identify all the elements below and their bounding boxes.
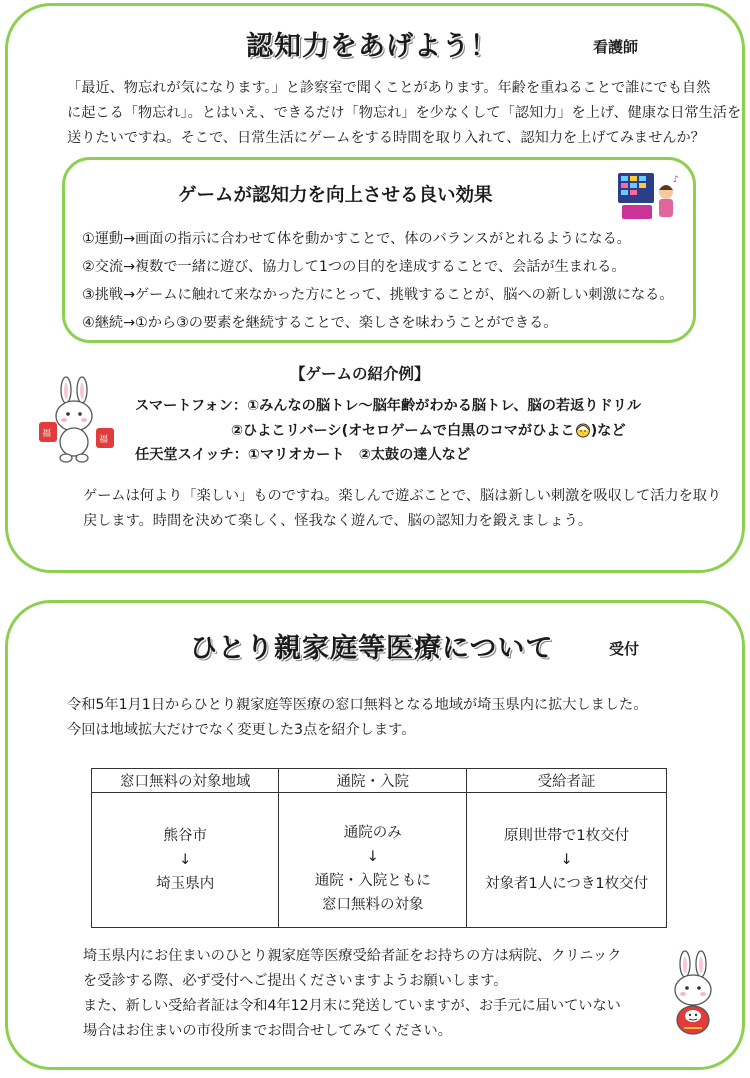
notice-line: 場合はお住まいの市役所までお問合せしてみてください。	[83, 1023, 452, 1039]
section1-author-role: 看護師	[593, 38, 639, 56]
notice-line: 埼玉県内にお住まいのひとり親家庭等医療受給者証をお持ちの方は病院、クリニック	[83, 948, 622, 964]
intro-line: に起こる「物忘れ」。とはいえ、できるだけ「物忘れ」を少なくして「認知力」を上げ、健康な日常生活を	[67, 105, 742, 121]
effect-item: ④継続→①から③の要素を継続することで、楽しさを味わうことができる。	[82, 315, 558, 331]
closing-line: ゲームは何より「楽しい」ものですね。楽しんで遊ぶことで、脳は新しい刺激を吸収して活力を取り	[83, 488, 722, 504]
down-arrow: ↓	[179, 852, 192, 868]
intro-line: 令和5年1月1日からひとり親家庭等医療の窓口無料となる地域が埼玉県内に拡大しました。	[67, 697, 648, 713]
game-example-switch: 任天堂スイッチ：①マリオカート ②太鼓の達人など	[135, 447, 471, 463]
down-arrow: ↓	[366, 849, 379, 865]
game-example-smartphone-1: スマートフォン：①みんなの脳トレ～脳年齢がわかる脳トレ、脳の若返りドリル	[135, 398, 642, 414]
table-cell-visit-type: 通院のみ ↓ 通院・入院ともに 窓口無料の対象	[279, 793, 467, 928]
table-header-region: 窓口無料の対象地域	[92, 769, 279, 793]
games-heading: 【ゲームの紹介例】	[290, 365, 430, 383]
intro-line: 「最近、物忘れが気になります。」と診察室で聞くことがあります。年齢を重ねることで誰にでも自然	[67, 80, 711, 96]
svg-text:福: 福	[42, 429, 52, 439]
svg-text:福: 福	[99, 435, 109, 445]
rabbit-with-daruma-icon	[662, 950, 724, 1036]
intro-line: 送りたいですね。そこで、日常生活にゲームをする時間を取り入れて、認知力を上げてみませんか？	[67, 130, 705, 146]
effect-item: ①運動→画面の指示に合わせて体を動かすことで、体のバランスがとれるようになる。	[82, 231, 631, 247]
section2-notice	[83, 944, 621, 1044]
effects-box-title: ゲームが認知力を向上させる良い効果	[178, 185, 493, 206]
closing-line: 戻します。時間を決めて楽しく、怪我なく遊んで、脳の認知力を鍛えましょう。	[83, 513, 593, 529]
section2-author-role: 受付	[609, 640, 640, 658]
svg-text:♪: ♪	[673, 175, 679, 185]
section2-intro	[67, 693, 647, 743]
section1-title: 認知力をあげよう！	[246, 31, 498, 62]
notice-line: を受診する際、必ず受付へご提出くださいますようお願いします。	[83, 973, 508, 989]
table-cell-certificate: 原則世帯で1枚交付 ↓ 対象者1人につき1枚交付	[467, 793, 667, 928]
chick-icon	[575, 422, 591, 438]
effect-item: ②交流→複数で一緒に遊び、協力して1つの目的を達成することで、会話が生まれる。	[82, 259, 626, 275]
down-arrow: ↓	[560, 852, 573, 868]
section1-closing	[83, 484, 721, 534]
section1-intro	[67, 76, 741, 151]
table-header-certificate: 受給者証	[467, 769, 667, 793]
rabbit-with-bags-icon	[36, 376, 118, 464]
table-header-visit-type: 通院・入院	[279, 769, 467, 793]
effect-item: ③挑戦→ゲームに触れて来なかった方にとって、挑戦することが、脳への新しい刺激になる。	[82, 287, 674, 303]
changes-table	[91, 768, 667, 928]
intro-line: 今回は地域拡大だけでなく変更した3点を紹介します。	[67, 722, 416, 738]
table-cell-region: 熊谷市 ↓ 埼玉県内	[92, 793, 279, 928]
game-player-illustration-icon	[616, 170, 682, 222]
game-example-smartphone-2: ②ひよこリバーシ(オセロゲームで白黒のコマがひよこ )など	[231, 423, 626, 439]
notice-line: また、新しい受給者証は令和4年12月末に発送していますが、お手元に届いていない	[83, 998, 621, 1014]
section2-title: ひとり親家庭等医療について	[190, 633, 554, 664]
